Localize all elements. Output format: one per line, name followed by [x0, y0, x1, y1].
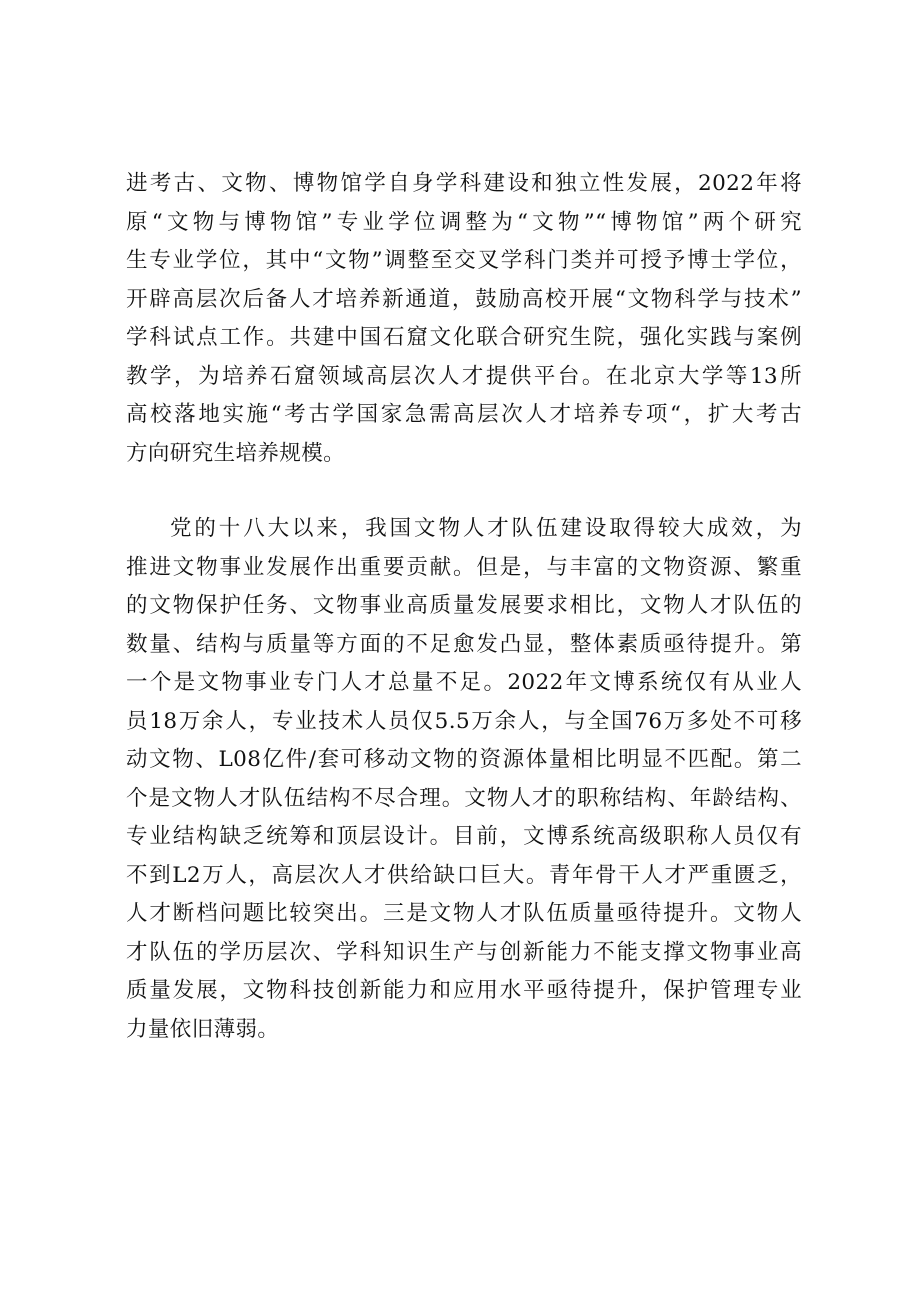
paragraph-line: 推进文物事业发展作出重要贡献。但是，与丰富的文物资源、繁重 [126, 554, 802, 580]
paragraph-1 [126, 165, 802, 473]
paragraph-line: 员18万余人，专业技术人员仅5.5万余人，与全国76万多处不可移 [126, 708, 802, 734]
paragraph-line: 一个是文物事业专门人才总量不足。2022年文博系统仅有从业人 [126, 670, 802, 695]
paragraph-line: 动文物、L08亿件/套可移动文物的资源体量相比明显不匹配。第二 [126, 747, 802, 772]
paragraph-line: 人才断档问题比较突出。三是文物人才队伍质量亟待提升。文物人 [126, 901, 802, 926]
paragraph-line: 数量、结构与质量等方面的不足愈发凸显，整体素质亟待提升。第 [126, 631, 802, 657]
paragraph-line: 学科试点工作。共建中国石窟文化联合研究生院，强化实践与案例 [126, 325, 802, 350]
paragraph-line: 的文物保护任务、文物事业高质量发展要求相比，文物人才队伍的 [126, 593, 802, 618]
paragraph-line: 开辟高层次后备人才培养新通道，鼓励高校开展“文物科学与技术” [126, 286, 802, 312]
paragraph-line: 不到L2万人，高层次人才供给缺口巨大。青年骨干人才严重匮乏， [126, 862, 802, 888]
paragraph-line: 专业结构缺乏统筹和顶层设计。目前，文博系统高级职称人员仅有 [126, 824, 802, 849]
paragraph-line: 才队伍的学历层次、学科知识生产与创新能力不能支撑文物事业高 [126, 939, 802, 965]
paragraph-line: 方向研究生培养规模。 [126, 440, 346, 466]
paragraph-line: 教学，为培养石窟领域高层次人才提供平台。在北京大学等13所 [126, 363, 802, 389]
paragraph-line: 质量发展，文物科技创新能力和应用水平亟待提升，保护管理专业 [126, 978, 802, 1003]
paragraph-line: 进考古、文物、博物馆学自身学科建设和独立性发展，2022年将 [126, 171, 802, 196]
paragraph-line: 个是文物人才队伍结构不尽合理。文物人才的职称结构、年龄结构、 [126, 785, 802, 811]
paragraph-2 [126, 510, 802, 1049]
paragraph-line: 力量依旧薄弱。 [126, 1016, 280, 1042]
paragraph-line: 原“文物与博物馆”专业学位调整为“文物”“博物馆”两个研究 [126, 209, 802, 235]
paragraph-line: 高校落地实施“考古学国家急需高层次人才培养专项“，扩大考古 [126, 402, 802, 427]
paragraph-line: 生专业学位，其中“文物”调整至交叉学科门类并可授予博士学位， [126, 248, 802, 273]
paragraph-line: 党的十八大以来，我国文物人才队伍建设取得较大成效，为 [170, 516, 802, 541]
